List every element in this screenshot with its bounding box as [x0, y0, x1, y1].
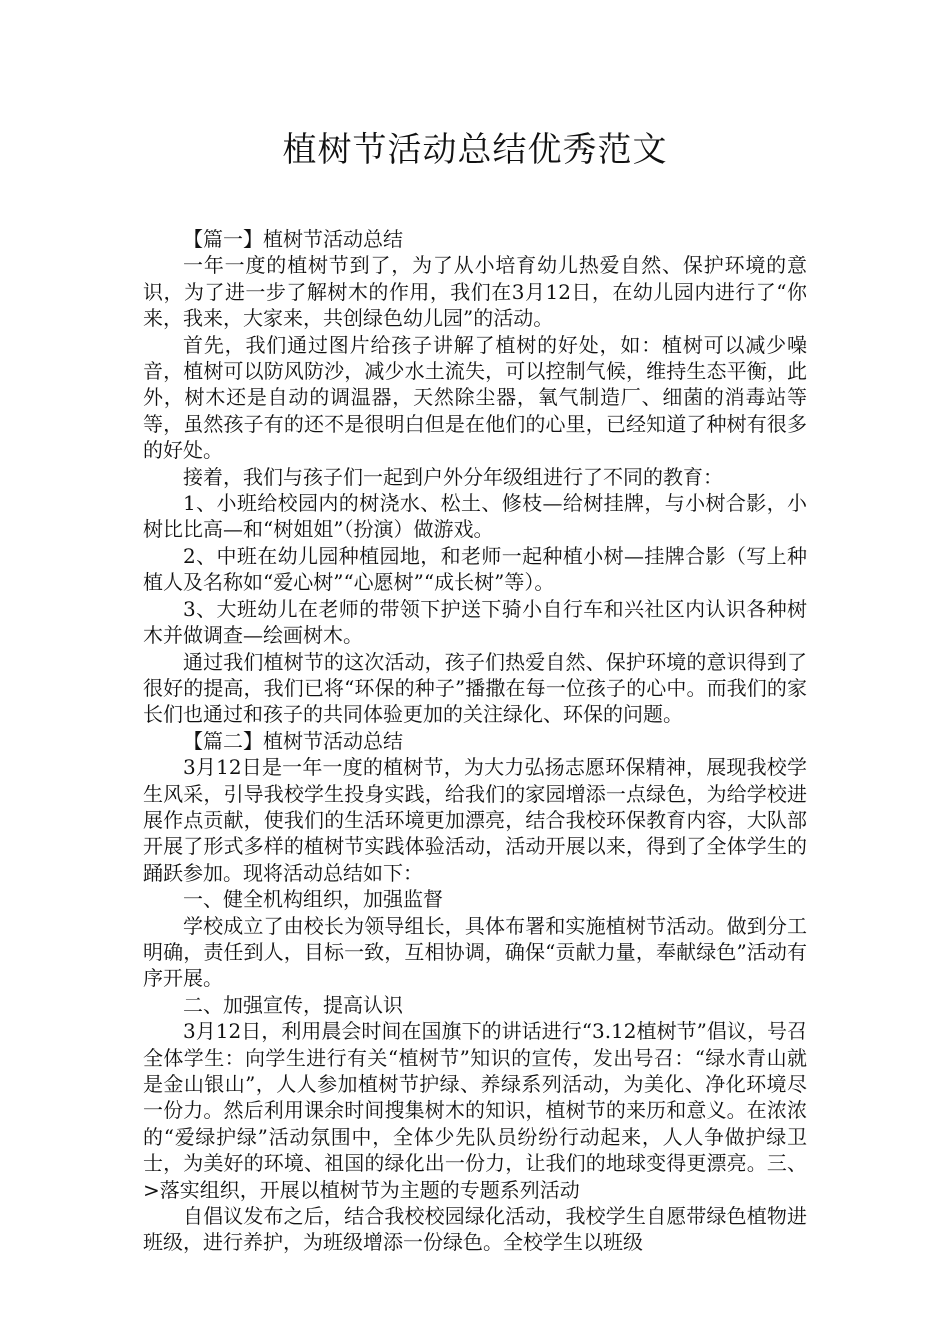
paragraph: 3月12日是一年一度的植树节，为大力弘扬志愿环保精神，展现我校学生风采，引导我校学生投身实践，给我们的家园增添一点绿色，为给学校进展作点贡献，使我们的生活环境更加漂亮，结合我校环保教育内容，大队部开展了形式多样的植树节实践体验活动，活动开展以来，得到了全体学生的踊跃参加。现将活动总结如下：: [143, 755, 807, 885]
subheading: 二、加强宣传，提高认识: [183, 992, 403, 1017]
document-title: 植树节活动总结优秀范文: [282, 130, 668, 170]
paragraph: 自倡议发布之后，结合我校校园绿化活动，我校学生自愿带绿色植物进班级，进行养护，为班级增添一份绿色。全校学生以班级: [143, 1204, 807, 1255]
paragraph: 通过我们植树节的这次活动，孩子们热爱自然、保护环境的意识得到了很好的提高，我们已将“环保的种子”播撒在每一位孩子的心中。而我们的家长们也通过和孩子的共同体验更加的关注绿化、环保的问题。: [143, 649, 807, 727]
paragraph: 接着，我们与孩子们一起到户外分年级组进行了不同的教育：: [183, 464, 723, 489]
paragraph: 学校成立了由校长为领导组长，具体布署和实施植树节活动。做到分工明确，责任到人，目标一致，互相协调，确保“贡献力量，奉献绿色”活动有序开展。: [143, 913, 807, 991]
document-page: [143, 120, 807, 1256]
paragraph: 首先，我们通过图片给孩子讲解了植树的好处，如：植树可以减少噪音，植树可以防风防沙，减少水土流失，可以控制气候，维持生态平衡，此外，树木还是自动的调温器，天然除尘器，氧气制造厂、细菌的消毒站等等，虽然孩子有的还不是很明白但是在他们的心里，已经知道了种树有很多的好处。: [143, 332, 807, 463]
section-heading-part-one: 【篇一】植树节活动总结: [183, 227, 403, 251]
list-item: 2、中班在幼儿园种植园地，和老师一起种植小树—挂牌合影（写上种植人及名称如“爱心树”“心愿树”“成长树”等）。: [143, 543, 807, 595]
paragraph: 3月12日，利用晨会时间在国旗下的讲话进行“3.12植树节”倡议，号召全体学生：向学生进行有关“植树节”知识的宣传，发出号召：“绿水青山就是金山银山”，人人参加植树节护绿、养绿系列活动，为美化、净化环境尽一份力。然后利用课余时间搜集树木的知识，植树节的来历和意义。在浓浓的“爱绿护绿”活动氛围中，全体少先队员纷纷行动起来，人人争做护绿卫士，为美好的环境、祖国的绿化出一份力，让我们的地球变得更漂亮。三、>落实组织，开展以植树节为主题的专题系列活动: [143, 1019, 807, 1202]
section-heading-part-two: 【篇二】植树节活动总结: [183, 728, 403, 753]
list-item: 1、小班给校园内的树浇水、松土、修枝—给树挂牌，与小树合影，小树比比高—和“树姐姐”（扮演）做游戏。: [143, 491, 807, 542]
subheading: 一、健全机构组织，加强监督: [183, 887, 443, 912]
list-item: 3、大班幼儿在老师的带领下护送下骑小自行车和兴社区内认识各种树木并做调查—绘画树木。: [143, 596, 807, 648]
paragraph: 一年一度的植树节到了，为了从小培育幼儿热爱自然、保护环境的意识，为了进一步了解树木的作用，我们在3月12日，在幼儿园内进行了“你来，我来，大家来，共创绿色幼儿园”的活动。: [143, 253, 807, 331]
